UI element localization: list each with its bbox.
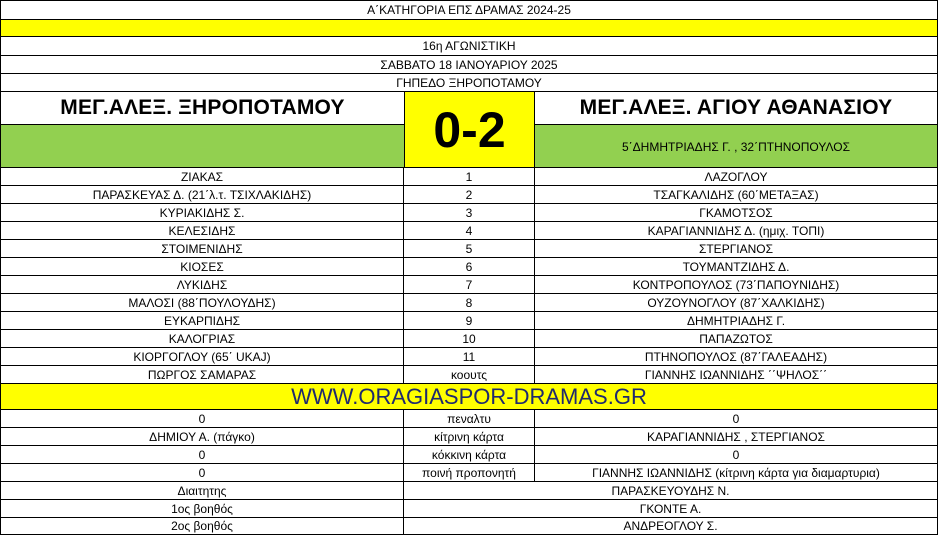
home-stat-value: 0 <box>1 464 404 481</box>
away-team-name: ΜΕΓ.ΑΛΕΞ. ΑΓΙΟΥ ΑΘΑΝΑΣΙΟΥ <box>579 96 893 119</box>
teams-score-block <box>0 91 938 167</box>
away-player: ΤΣΑΓΚΑΛΙΔΗΣ (60΄ΜΕΤΑΞΑΣ) <box>653 187 819 202</box>
away-stat-value: 0 <box>732 411 740 426</box>
home-player: ΜΑΛΟΣΙ (88΄ΠΟΥΛΟΥΔΗΣ) <box>1 294 404 311</box>
stat-label: ποινή προπονητή <box>404 464 535 481</box>
away-player: ΚΟΝΤΡΟΠΟΥΛΟΣ (73΄ΠΑΠΟΥΝΙΔΗΣ) <box>632 277 840 292</box>
lineup-row <box>0 167 938 185</box>
home-player: ΚΙΟΣΕΣ <box>1 258 404 275</box>
lineup-row <box>0 347 938 365</box>
away-scorers: 5΄ΔΗΜΗΤΡΙΑΔΗΣ Γ. , 32΄ΠΤΗΝΟΠΟΥΛΟΣ <box>535 124 937 168</box>
lineup-row <box>0 311 938 329</box>
home-player: ΖΙΑΚΑΣ <box>1 168 404 185</box>
shirt-number: 1 <box>404 168 535 185</box>
lineup-row <box>0 239 938 257</box>
home-player: ΣΤΟΙΜΕΝΙΔΗΣ <box>1 240 404 257</box>
official-role: 1ος βοηθός <box>1 500 404 517</box>
date-row <box>0 55 938 73</box>
lineup-row <box>0 185 938 203</box>
lineup-row <box>0 257 938 275</box>
stat-label: κίτρινη κάρτα <box>404 428 535 445</box>
home-stat-value: 0 <box>1 446 404 463</box>
official-role: 2ος βοηθός <box>1 518 404 534</box>
home-stat-value: ΔΗΜΙΟΥ Α. (πάγκο) <box>1 428 404 445</box>
shirt-number: 11 <box>404 348 535 365</box>
league-title: Α΄ΚΑΤΗΓΟΡΙΑ ΕΠΣ ΔΡΑΜΑΣ 2024-25 <box>367 3 571 17</box>
home-player: ΚΥΡΙΑΚΙΔΗΣ Σ. <box>1 204 404 221</box>
stat-row <box>0 409 938 427</box>
official-row <box>0 481 938 499</box>
official-row <box>0 499 938 517</box>
stat-row <box>0 463 938 481</box>
league-title-row <box>0 0 938 19</box>
lineup-row <box>0 365 938 383</box>
away-player: ΓΚΑΜΟΤΣΟΣ <box>699 205 773 220</box>
stat-label: πεναλτυ <box>404 410 535 427</box>
lineup-row <box>0 203 938 221</box>
shirt-number: 3 <box>404 204 535 221</box>
away-player: ΓΙΑΝΝΗΣ ΙΩΑΝΝΙΔΗΣ ΄΄ΨΗΛΟΣ΄΄ <box>644 367 828 382</box>
shirt-number: 4 <box>404 222 535 239</box>
lineup-row <box>0 293 938 311</box>
stat-row <box>0 445 938 463</box>
stadium-name: ΓΗΠΕΔΟ ΞΗΡΟΠΟΤΑΜΟΥ <box>396 75 542 90</box>
matchday-row <box>0 37 938 55</box>
home-player: ΛΥΚΙΔΗΣ <box>1 276 404 293</box>
away-player: ΠΑΠΑΖΩΤΟΣ <box>699 331 773 346</box>
shirt-number: κοουτς <box>404 366 535 383</box>
lineup-row <box>0 221 938 239</box>
home-player: ΕΥΚΑΡΠΙΔΗΣ <box>1 312 404 329</box>
home-player: ΚΕΛΕΣΙΔΗΣ <box>1 222 404 239</box>
official-name: ΓΚΟΝΤΕ Α. <box>639 501 702 516</box>
away-player: ΠΤΗΝΟΠΟΥΛΟΣ (87΄ΓΑΛΕΑΔΗΣ) <box>644 349 828 364</box>
shirt-number: 6 <box>404 258 535 275</box>
home-team-name: ΜΕΓ.ΑΛΕΞ. ΞΗΡΟΠΟΤΑΜΟΥ <box>60 96 345 119</box>
stat-row <box>0 427 938 445</box>
final-score: 0-2 <box>404 92 535 168</box>
away-stat-value: ΚΑΡΑΓΙΑΝΝΙΔΗΣ , ΣΤΕΡΓΙΑΝΟΣ <box>647 429 825 444</box>
official-role: Διαιτητης <box>1 482 404 499</box>
away-stat-value: 0 <box>732 447 740 462</box>
away-player: ΣΤΕΡΓΙΑΝΟΣ <box>698 241 774 256</box>
website-banner <box>0 383 938 409</box>
home-player: ΠΑΡΑΣΚΕΥΑΣ Δ. (21΄λ.τ. ΤΣΙΧΛΑΚΙΔΗΣ) <box>1 186 404 203</box>
website-link[interactable]: WWW.ORAGIASPOR-DRAMAS.GR <box>291 384 647 409</box>
home-player: ΚΙΟΡΓΟΓΛΟΥ (65΄ UKAJ) <box>1 348 404 365</box>
stadium-row <box>0 73 938 91</box>
shirt-number: 2 <box>404 186 535 203</box>
home-player: ΚΑΛΟΓΡΙΑΣ <box>1 330 404 347</box>
shirt-number: 7 <box>404 276 535 293</box>
home-scorers <box>1 124 404 168</box>
shirt-number: 5 <box>404 240 535 257</box>
official-name: ΑΝΔΡΕΟΓΛΟΥ Σ. <box>623 519 718 533</box>
official-name: ΠΑΡΑΣΚΕΥΟΥΔΗΣ Ν. <box>611 483 730 498</box>
shirt-number: 9 <box>404 312 535 329</box>
shirt-number: 10 <box>404 330 535 347</box>
shirt-number: 8 <box>404 294 535 311</box>
away-player: ΔΗΜΗΤΡΙΑΔΗΣ Γ. <box>686 313 786 328</box>
official-row <box>0 517 938 535</box>
lineup-row <box>0 275 938 293</box>
lineup-row <box>0 329 938 347</box>
away-player: ΤΟΥΜΑΝΤΖΙΔΗΣ Δ. <box>682 259 790 274</box>
away-player: ΟΥΖΟΥΝΟΓΛΟΥ (87΄ΧΑΛΚΙΔΗΣ) <box>647 295 825 310</box>
away-player: ΚΑΡΑΓΙΑΝΝΙΔΗΣ Δ. (ημιχ. ΤΟΠΙ) <box>647 223 825 238</box>
stat-label: κόκκινη κάρτα <box>404 446 535 463</box>
match-date: ΣΑΒΒΑΤΟ 18 ΙΑΝΟΥΑΡΙΟΥ 2025 <box>380 57 558 72</box>
away-stat-value: ΓΙΑΝΝΗΣ ΙΩΑΝΝΙΔΗΣ (κίτρινη κάρτα για διαμαρτυρια) <box>592 465 880 480</box>
yellow-band <box>0 19 938 37</box>
home-player: ΠΩΡΓΟΣ ΣΑΜΑΡΑΣ <box>1 366 404 383</box>
matchday-label: 16η ΑΓΩΝΙΣΤΙΚΗ <box>422 39 516 53</box>
away-player: ΛΑΖΟΓΛΟΥ <box>704 169 768 184</box>
home-stat-value: 0 <box>1 410 404 427</box>
